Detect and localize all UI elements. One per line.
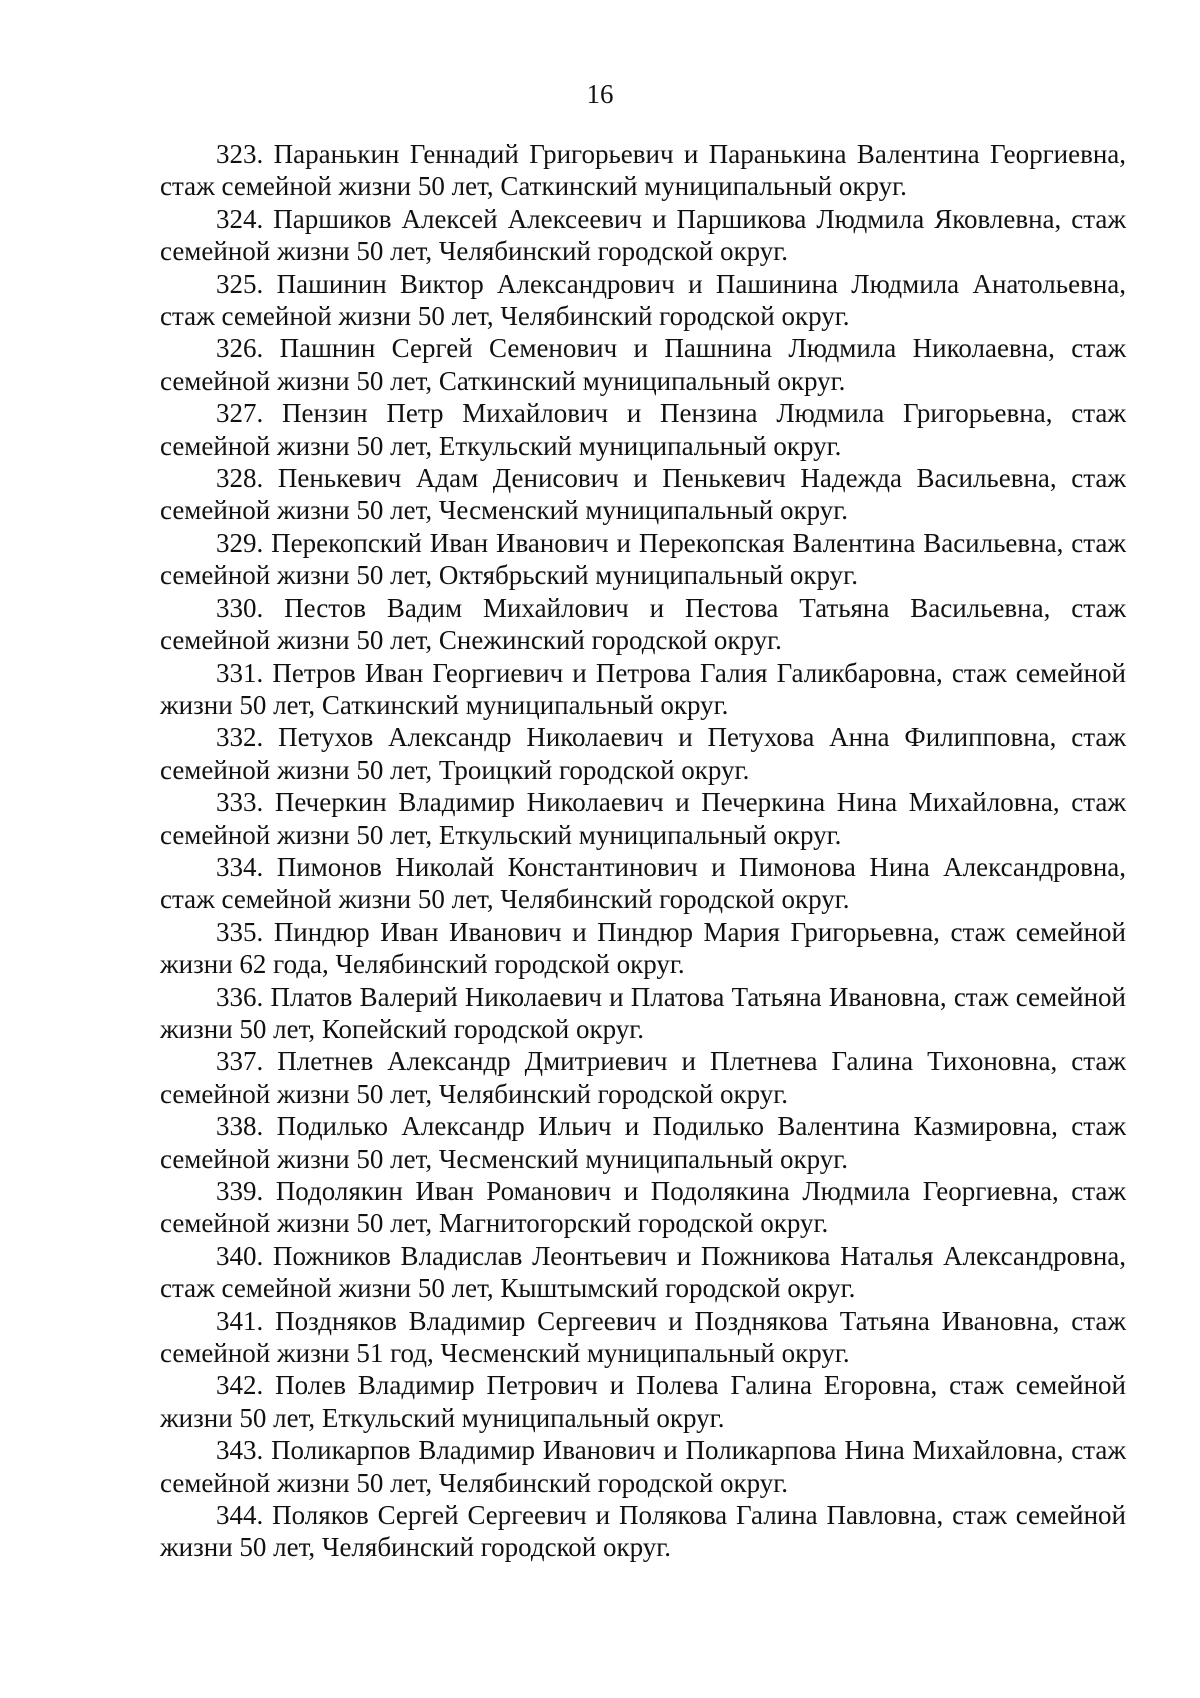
list-item [160, 1110, 1126, 1175]
item-text: Поляков Сергей Сергеевич и Полякова Галина Павловна, стаж семейной жизни 50 лет, Челябинский городской округ. [160, 1500, 1126, 1563]
item-number: 344. [216, 1500, 264, 1531]
list-item [160, 592, 1126, 657]
list-item [160, 1305, 1126, 1370]
item-number: 327. [216, 398, 264, 429]
list-item [160, 786, 1126, 851]
list-item [160, 1434, 1126, 1499]
item-text: Поздняков Владимир Сергеевич и Позднякова Татьяна Ивановна, стаж семейной жизни 51 год, Чесменский муниципальный округ. [160, 1305, 1127, 1369]
list-item [160, 721, 1126, 786]
list-item [160, 203, 1126, 268]
item-text: Петухов Александр Николаевич и Петухова Анна Филипповна, стаж семейной жизни 50 лет, Троицкий городской округ. [160, 722, 1127, 785]
item-number: 340. [216, 1240, 264, 1271]
item-number: 323. [216, 139, 264, 169]
item-text: Петров Иван Георгиевич и Петрова Галия Галикбаровна, стаж семейной жизни 50 лет, Саткинский муниципальный округ. [160, 657, 1127, 720]
item-number: 338. [216, 1111, 264, 1142]
list-item [160, 916, 1126, 981]
item-text: Перекопский Иван Иванович и Перекопская Валентина Васильевна, стаж семейной жизни 50 лет, Октябрьский муниципальный округ. [160, 527, 1126, 591]
item-number: 332. [216, 722, 264, 753]
item-text: Пиндюр Иван Иванович и Пиндюр Мария Григорьевна, стаж семейной жизни 62 года, Челябинский городской округ. [160, 916, 1127, 980]
item-text: Платов Валерий Николаевич и Платова Татьяна Ивановна, стаж семейной жизни 50 лет, Копейский городской округ. [160, 981, 1126, 1044]
item-text: Пестов Вадим Михайлович и Пестова Татьяна Васильевна, стаж семейной жизни 50 лет, Снежинский городской округ. [160, 592, 1126, 656]
item-number: 329. [216, 527, 264, 558]
list-item [160, 332, 1126, 397]
list-item [160, 1369, 1126, 1434]
list-item [160, 1240, 1126, 1305]
list-item [160, 851, 1126, 916]
list-item [160, 981, 1126, 1046]
item-text: Пашнин Сергей Семенович и Пашнина Людмила Николаевна, стаж семейной жизни 50 лет, Саткинский муниципальный округ. [160, 333, 1127, 396]
item-number: 330. [216, 592, 264, 623]
item-text: Пожников Владислав Леонтьевич и Пожникова Наталья Александровна, стаж семейной жизни 50 лет, Кыштымский городской округ. [160, 1240, 1127, 1304]
item-number: 333. [216, 787, 264, 818]
item-number: 342. [216, 1370, 264, 1401]
page-number: 16 [586, 79, 614, 109]
item-number: 341. [216, 1305, 264, 1336]
award-list [160, 138, 1126, 1564]
item-number: 335. [216, 916, 264, 947]
item-number: 343. [216, 1435, 264, 1466]
item-number: 325. [216, 268, 264, 299]
item-text: Пензин Петр Михайлович и Пензина Людмила Григорьевна, стаж семейной жизни 50 лет, Еткульский муниципальный округ. [160, 398, 1126, 461]
list-item [160, 138, 1126, 203]
item-number: 337. [216, 1046, 264, 1077]
item-text: Печеркин Владимир Николаевич и Печеркина Нина Михайловна, стаж семейной жизни 50 лет, Еткульский муниципальный округ. [160, 787, 1126, 850]
list-item [160, 397, 1126, 462]
list-item [160, 527, 1126, 592]
item-text: Паршиков Алексей Алексеевич и Паршикова Людмила Яковлевна, стаж семейной жизни 50 лет, Челябинский городской округ. [160, 203, 1126, 267]
list-item [160, 1045, 1126, 1110]
list-item [160, 268, 1126, 333]
list-item [160, 1175, 1126, 1240]
list-item [160, 462, 1126, 527]
item-text: Пенькевич Адам Денисович и Пенькевич Надежда Васильевна, стаж семейной жизни 50 лет, Чесменский муниципальный округ. [160, 463, 1126, 526]
list-item [160, 657, 1126, 722]
item-text: Подилько Александр Ильич и Подилько Валентина Казмировна, стаж семейной жизни 50 лет, Чесменский муниципальный округ. [160, 1111, 1126, 1174]
item-text: Поликарпов Владимир Иванович и Поликарпова Нина Михайловна, стаж семейной жизни 50 лет, Челябинский городской округ. [160, 1435, 1127, 1498]
list-item [160, 1499, 1126, 1564]
item-text: Пимонов Николай Константинович и Пимонова Нина Александровна, стаж семейной жизни 50 лет, Челябинский городской округ. [160, 851, 1126, 915]
item-number: 334. [216, 851, 264, 882]
item-text: Плетнев Александр Дмитриевич и Плетнева Галина Тихоновна, стаж семейной жизни 50 лет, Челябинский городской округ. [160, 1046, 1127, 1109]
item-text: Паранькин Геннадий Григорьевич и Паранькина Валентина Георгиевна, стаж семейной жизни 50 лет, Саткинский муниципальный округ. [160, 139, 1127, 202]
item-number: 339. [216, 1176, 264, 1206]
item-text: Полев Владимир Петрович и Полева Галина Егоровна, стаж семейной жизни 50 лет, Еткульский муниципальный округ. [160, 1370, 1126, 1433]
item-number: 324. [216, 203, 264, 234]
item-number: 331. [216, 657, 264, 688]
item-number: 336. [216, 981, 264, 1012]
item-text: Пашинин Виктор Александрович и Пашинина Людмила Анатольевна, стаж семейной жизни 50 лет, Челябинский городской округ. [160, 268, 1127, 332]
item-number: 328. [216, 463, 264, 494]
item-text: Подолякин Иван Романович и Подолякина Людмила Георгиевна, стаж семейной жизни 50 лет, Магнитогорский городской округ. [160, 1176, 1126, 1239]
item-number: 326. [216, 333, 264, 364]
